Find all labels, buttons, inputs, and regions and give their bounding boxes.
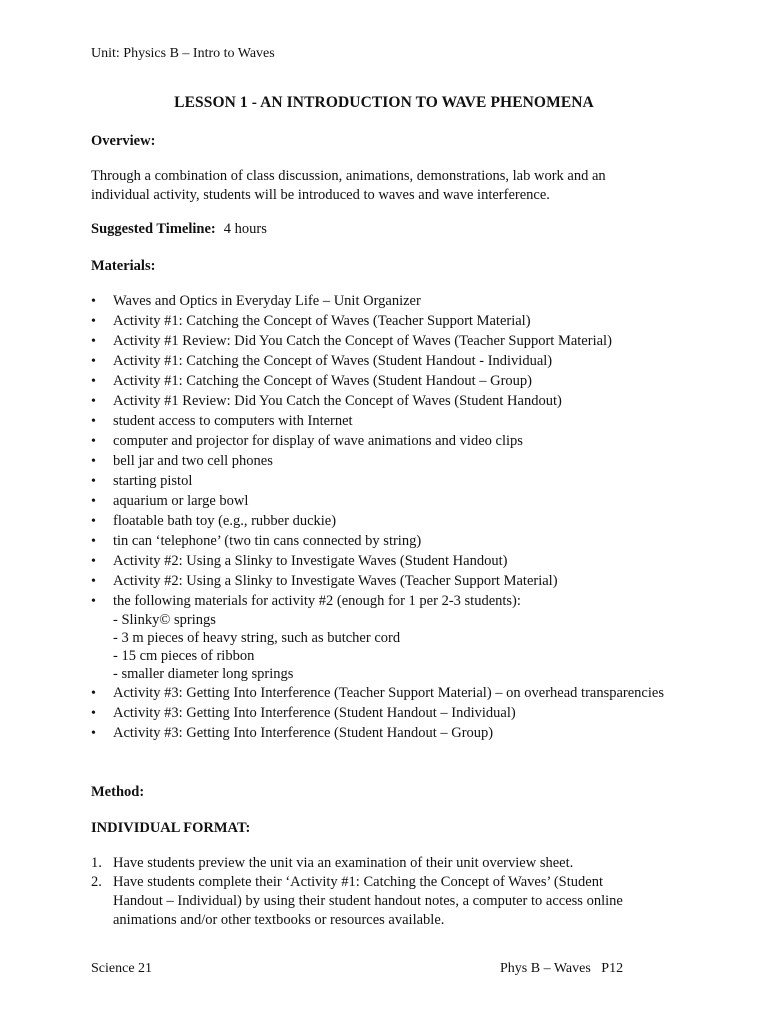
list-item: • Waves and Optics in Everyday Life – Unit Organizer (91, 293, 691, 311)
list-item: • Activity #3: Getting Into Interference (Student Handout – Group) (91, 725, 691, 743)
list-item: • bell jar and two cell phones (91, 453, 691, 471)
step-number: 2. (91, 874, 102, 890)
list-item (91, 854, 651, 873)
list-item: • Activity #1: Catching the Concept of Waves (Student Handout - Individual) (91, 353, 691, 371)
method-heading: Method: (91, 784, 145, 800)
list-item-with-subitems (91, 593, 691, 683)
list-item: • Activity #3: Getting Into Interference (Student Handout – Individual) (91, 705, 691, 723)
method-steps (91, 854, 651, 930)
lesson-title: LESSON 1 - AN INTRODUCTION TO WAVE PHENOMENA (174, 94, 594, 111)
timeline-value: 4 hours (223, 221, 267, 237)
list-item-text: the following materials for activity #2 (enough for 1 per 2-3 students): (113, 593, 521, 609)
step-number: 1. (91, 855, 102, 871)
unit-header: Unit: Physics B – Intro to Waves (91, 46, 275, 61)
list-item: • aquarium or large bowl (91, 493, 691, 511)
list-item (91, 873, 651, 930)
individual-format-heading: INDIVIDUAL FORMAT: (91, 820, 251, 836)
step-text: Have students preview the unit via an examination of their unit overview sheet. (113, 855, 574, 871)
materials-list (91, 293, 691, 745)
list-item: • Activity #1: Catching the Concept of Waves (Teacher Support Material) (91, 313, 691, 331)
list-item: • student access to computers with Internet (91, 413, 691, 431)
list-item: • Activity #2: Using a Slinky to Investigate Waves (Teacher Support Material) (91, 573, 691, 591)
overview-heading: Overview: (91, 133, 156, 149)
list-item: • tin can ‘telephone’ (two tin cans connected by string) (91, 533, 691, 551)
sub-list-item: - 15 cm pieces of ribbon (113, 647, 255, 664)
suggested-timeline (91, 221, 267, 238)
list-item: • floatable bath toy (e.g., rubber duckie) (91, 513, 691, 531)
list-item: • Activity #3: Getting Into Interference (Teacher Support Material) – on overhead transparencies (91, 685, 691, 703)
list-item: • Activity #1: Catching the Concept of Waves (Student Handout – Group) (91, 373, 691, 391)
overview-text: Through a combination of class discussion, animations, demonstrations, lab work and an individual activity, students will be introduced to waves and wave interference. (91, 168, 606, 203)
sub-list (113, 611, 691, 683)
sub-list-item: - smaller diameter long springs (113, 665, 294, 682)
footer-left: Science 21 (91, 961, 153, 976)
footer-right: Phys B – Waves P12 (500, 961, 624, 976)
sub-list-item: - 3 m pieces of heavy string, such as butcher cord (113, 629, 401, 646)
list-item: • computer and projector for display of wave animations and video clips (91, 433, 691, 451)
list-item: • Activity #2: Using a Slinky to Investigate Waves (Student Handout) (91, 553, 691, 571)
materials-heading: Materials: (91, 258, 156, 274)
step-text: Have students complete their ‘Activity #1: Catching the Concept of Waves’ (Student Handout – Individual) by using their student handout notes, a computer to access online animations and/or other textbooks or resources available. (113, 874, 623, 928)
sub-list-item: - Slinky© springs (113, 611, 216, 628)
list-item: • Activity #1 Review: Did You Catch the Concept of Waves (Student Handout) (91, 393, 691, 411)
list-item: • Activity #1 Review: Did You Catch the Concept of Waves (Teacher Support Material) (91, 333, 691, 351)
list-item: • starting pistol (91, 473, 691, 491)
timeline-label: Suggested Timeline: (91, 221, 216, 237)
